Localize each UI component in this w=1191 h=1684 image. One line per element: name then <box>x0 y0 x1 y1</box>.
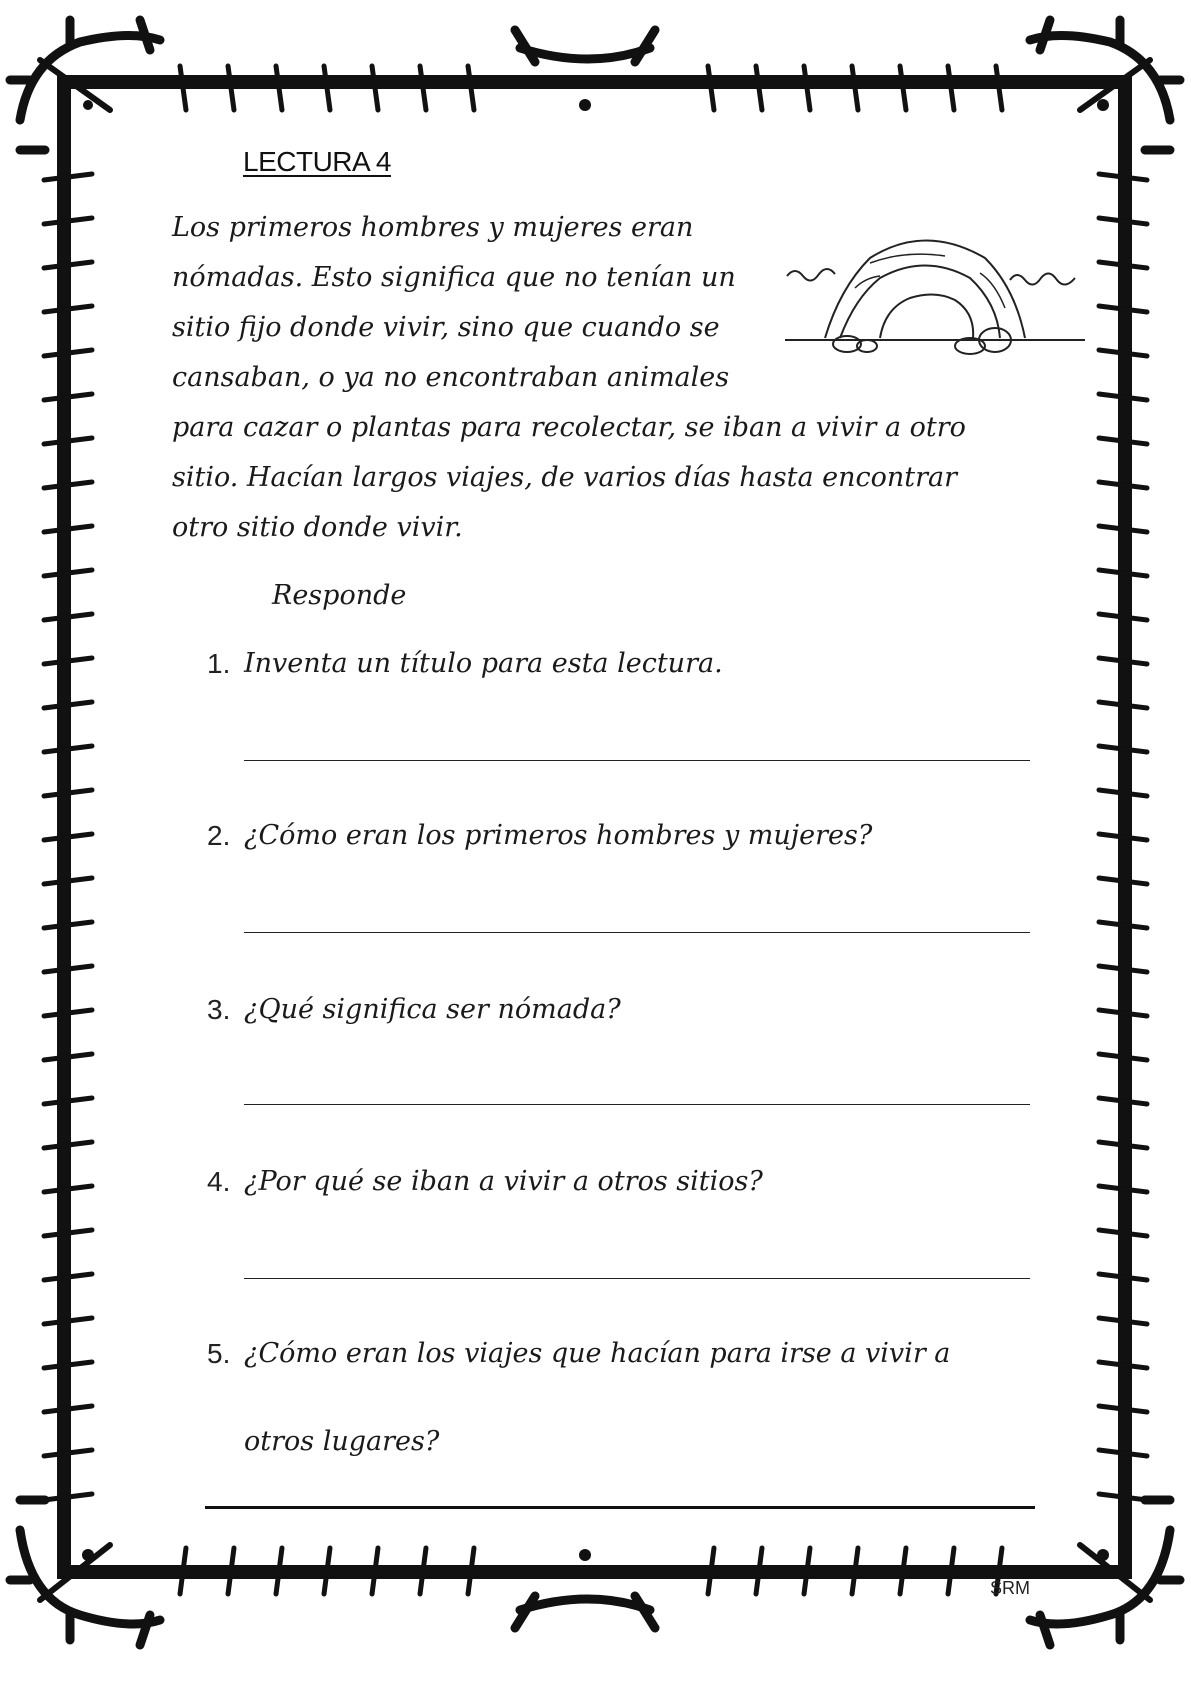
border-stitch <box>1099 614 1147 620</box>
border-stitch <box>1099 1010 1147 1016</box>
border-stitch <box>276 1548 282 1594</box>
border-stitch <box>1099 482 1147 488</box>
border-stitch <box>1099 570 1147 576</box>
border-stitch <box>44 1362 92 1368</box>
question-number: 4. <box>207 1166 231 1197</box>
border-stitch <box>228 66 234 110</box>
border-stitch <box>44 834 92 840</box>
question-text: ¿Cómo eran los primeros hombres y mujeres? <box>244 820 873 851</box>
border-stitch <box>324 1548 330 1594</box>
paragraph-line: sitio. Hacían largos viajes, de varios días hasta encontrar <box>172 462 958 493</box>
border-stitch <box>1099 1186 1147 1192</box>
border-stitch <box>708 66 714 110</box>
paragraph-line: nómadas. Esto significa que no tenían un <box>172 262 736 293</box>
border-stitch <box>1099 1230 1147 1236</box>
border-stitch <box>44 1406 92 1412</box>
border-stitch <box>852 66 858 110</box>
border-stitch <box>44 350 92 356</box>
border-stitch <box>44 1274 92 1280</box>
border-stitch <box>44 306 92 312</box>
border-stitch <box>44 438 92 444</box>
border-stitch <box>1099 746 1147 752</box>
border-stitch <box>1099 526 1147 532</box>
border-stitch <box>1099 834 1147 840</box>
border-stitch <box>1099 306 1147 312</box>
answer-line[interactable] <box>244 932 1030 933</box>
cave-icon <box>785 228 1085 358</box>
border-stitch <box>804 1548 810 1594</box>
answer-line[interactable] <box>244 1278 1030 1279</box>
question-text: ¿Cómo eran los viajes que hacían para irse a vivir a <box>244 1338 951 1369</box>
border-stitch <box>372 1548 378 1594</box>
border-stitch <box>228 1548 234 1594</box>
answer-line[interactable] <box>244 760 1030 761</box>
border-stitch <box>44 702 92 708</box>
border-stitch <box>44 1230 92 1236</box>
border-stitch <box>44 218 92 224</box>
border-stitch <box>44 658 92 664</box>
border-stitch <box>1099 350 1147 356</box>
border-stitch <box>44 482 92 488</box>
border-stitch <box>996 66 1002 110</box>
border-stitch <box>44 1054 92 1060</box>
border-stitch <box>1099 658 1147 664</box>
border-stitch <box>44 1142 92 1148</box>
border-stitch <box>852 1548 858 1594</box>
border-stitch <box>756 66 762 110</box>
border-stitch <box>1099 174 1147 180</box>
border-stitch <box>468 66 474 110</box>
question-number: 3. <box>207 994 231 1025</box>
border-stitch <box>756 1548 762 1594</box>
paragraph-line: Los primeros hombres y mujeres eran <box>172 212 694 243</box>
border-stitch <box>180 66 186 110</box>
responde-label: Responde <box>272 580 407 611</box>
border-stitch <box>44 1494 92 1500</box>
border-stitch <box>44 1318 92 1324</box>
answer-line[interactable] <box>244 1104 1030 1105</box>
question-text: Inventa un título para esta lectura. <box>244 648 723 679</box>
border-stitch <box>1099 966 1147 972</box>
border-stitch <box>1099 790 1147 796</box>
border-stitch <box>948 66 954 110</box>
border-stitch <box>1099 1406 1147 1412</box>
border-stitch <box>44 922 92 928</box>
border-stitch <box>44 1186 92 1192</box>
border-stitch <box>1099 1098 1147 1104</box>
question-text-continuation: otros lugares? <box>244 1426 440 1457</box>
border-stitch <box>1099 218 1147 224</box>
border-stitch <box>44 526 92 532</box>
border-stitch <box>44 966 92 972</box>
border-stitch <box>44 1010 92 1016</box>
question-text: ¿Por qué se iban a vivir a otros sitios? <box>244 1166 763 1197</box>
border-stitch <box>276 66 282 110</box>
border-stitch <box>900 66 906 110</box>
border-stitch <box>44 614 92 620</box>
border-stitch <box>900 1548 906 1594</box>
border-stitch <box>180 1548 186 1594</box>
border-stitch <box>1099 1274 1147 1280</box>
border-stitch <box>44 174 92 180</box>
border-stitch <box>1099 1318 1147 1324</box>
author-signature: SRM <box>990 1578 1030 1598</box>
paragraph-line: sitio fijo donde vivir, sino que cuando se <box>172 312 720 343</box>
border-stitch <box>1099 1362 1147 1368</box>
border-stitch <box>44 394 92 400</box>
border-stitch <box>1099 1054 1147 1060</box>
paragraph-line: cansaban, o ya no encontraban animales <box>172 362 730 393</box>
border-stitch <box>44 1450 92 1456</box>
border-stitch <box>1099 1450 1147 1456</box>
border-stitch <box>1099 262 1147 268</box>
worksheet-title: LECTURA 4 <box>243 146 391 177</box>
border-stitch <box>1099 1142 1147 1148</box>
border-stitch <box>44 790 92 796</box>
border-stitch <box>420 1548 426 1594</box>
paragraph-line: otro sitio donde vivir. <box>172 512 463 543</box>
border-stitch <box>708 1548 714 1594</box>
border-stitch <box>44 1098 92 1104</box>
paragraph-line: para cazar o plantas para recolectar, se iban a vivir a otro <box>172 412 966 443</box>
border-stitch <box>44 746 92 752</box>
border-stitch <box>1099 702 1147 708</box>
border-stitch <box>44 262 92 268</box>
border-stitch <box>1099 1494 1147 1500</box>
border-stitch <box>1099 922 1147 928</box>
question-text: ¿Qué significa ser nómada? <box>244 994 621 1025</box>
question-number: 1. <box>207 648 231 679</box>
border-stitch <box>372 66 378 110</box>
border-stitch <box>1099 438 1147 444</box>
answer-line[interactable] <box>205 1506 1035 1509</box>
border-stitch <box>1099 878 1147 884</box>
border-stitch <box>420 66 426 110</box>
border-stitch <box>948 1548 954 1594</box>
border-stitch <box>44 878 92 884</box>
border-stitch <box>468 1548 474 1594</box>
border-stitch <box>1099 394 1147 400</box>
question-number: 5. <box>207 1338 231 1369</box>
border-stitch <box>44 570 92 576</box>
border-stitch <box>324 66 330 110</box>
question-number: 2. <box>207 820 231 851</box>
border-stitch <box>804 66 810 110</box>
